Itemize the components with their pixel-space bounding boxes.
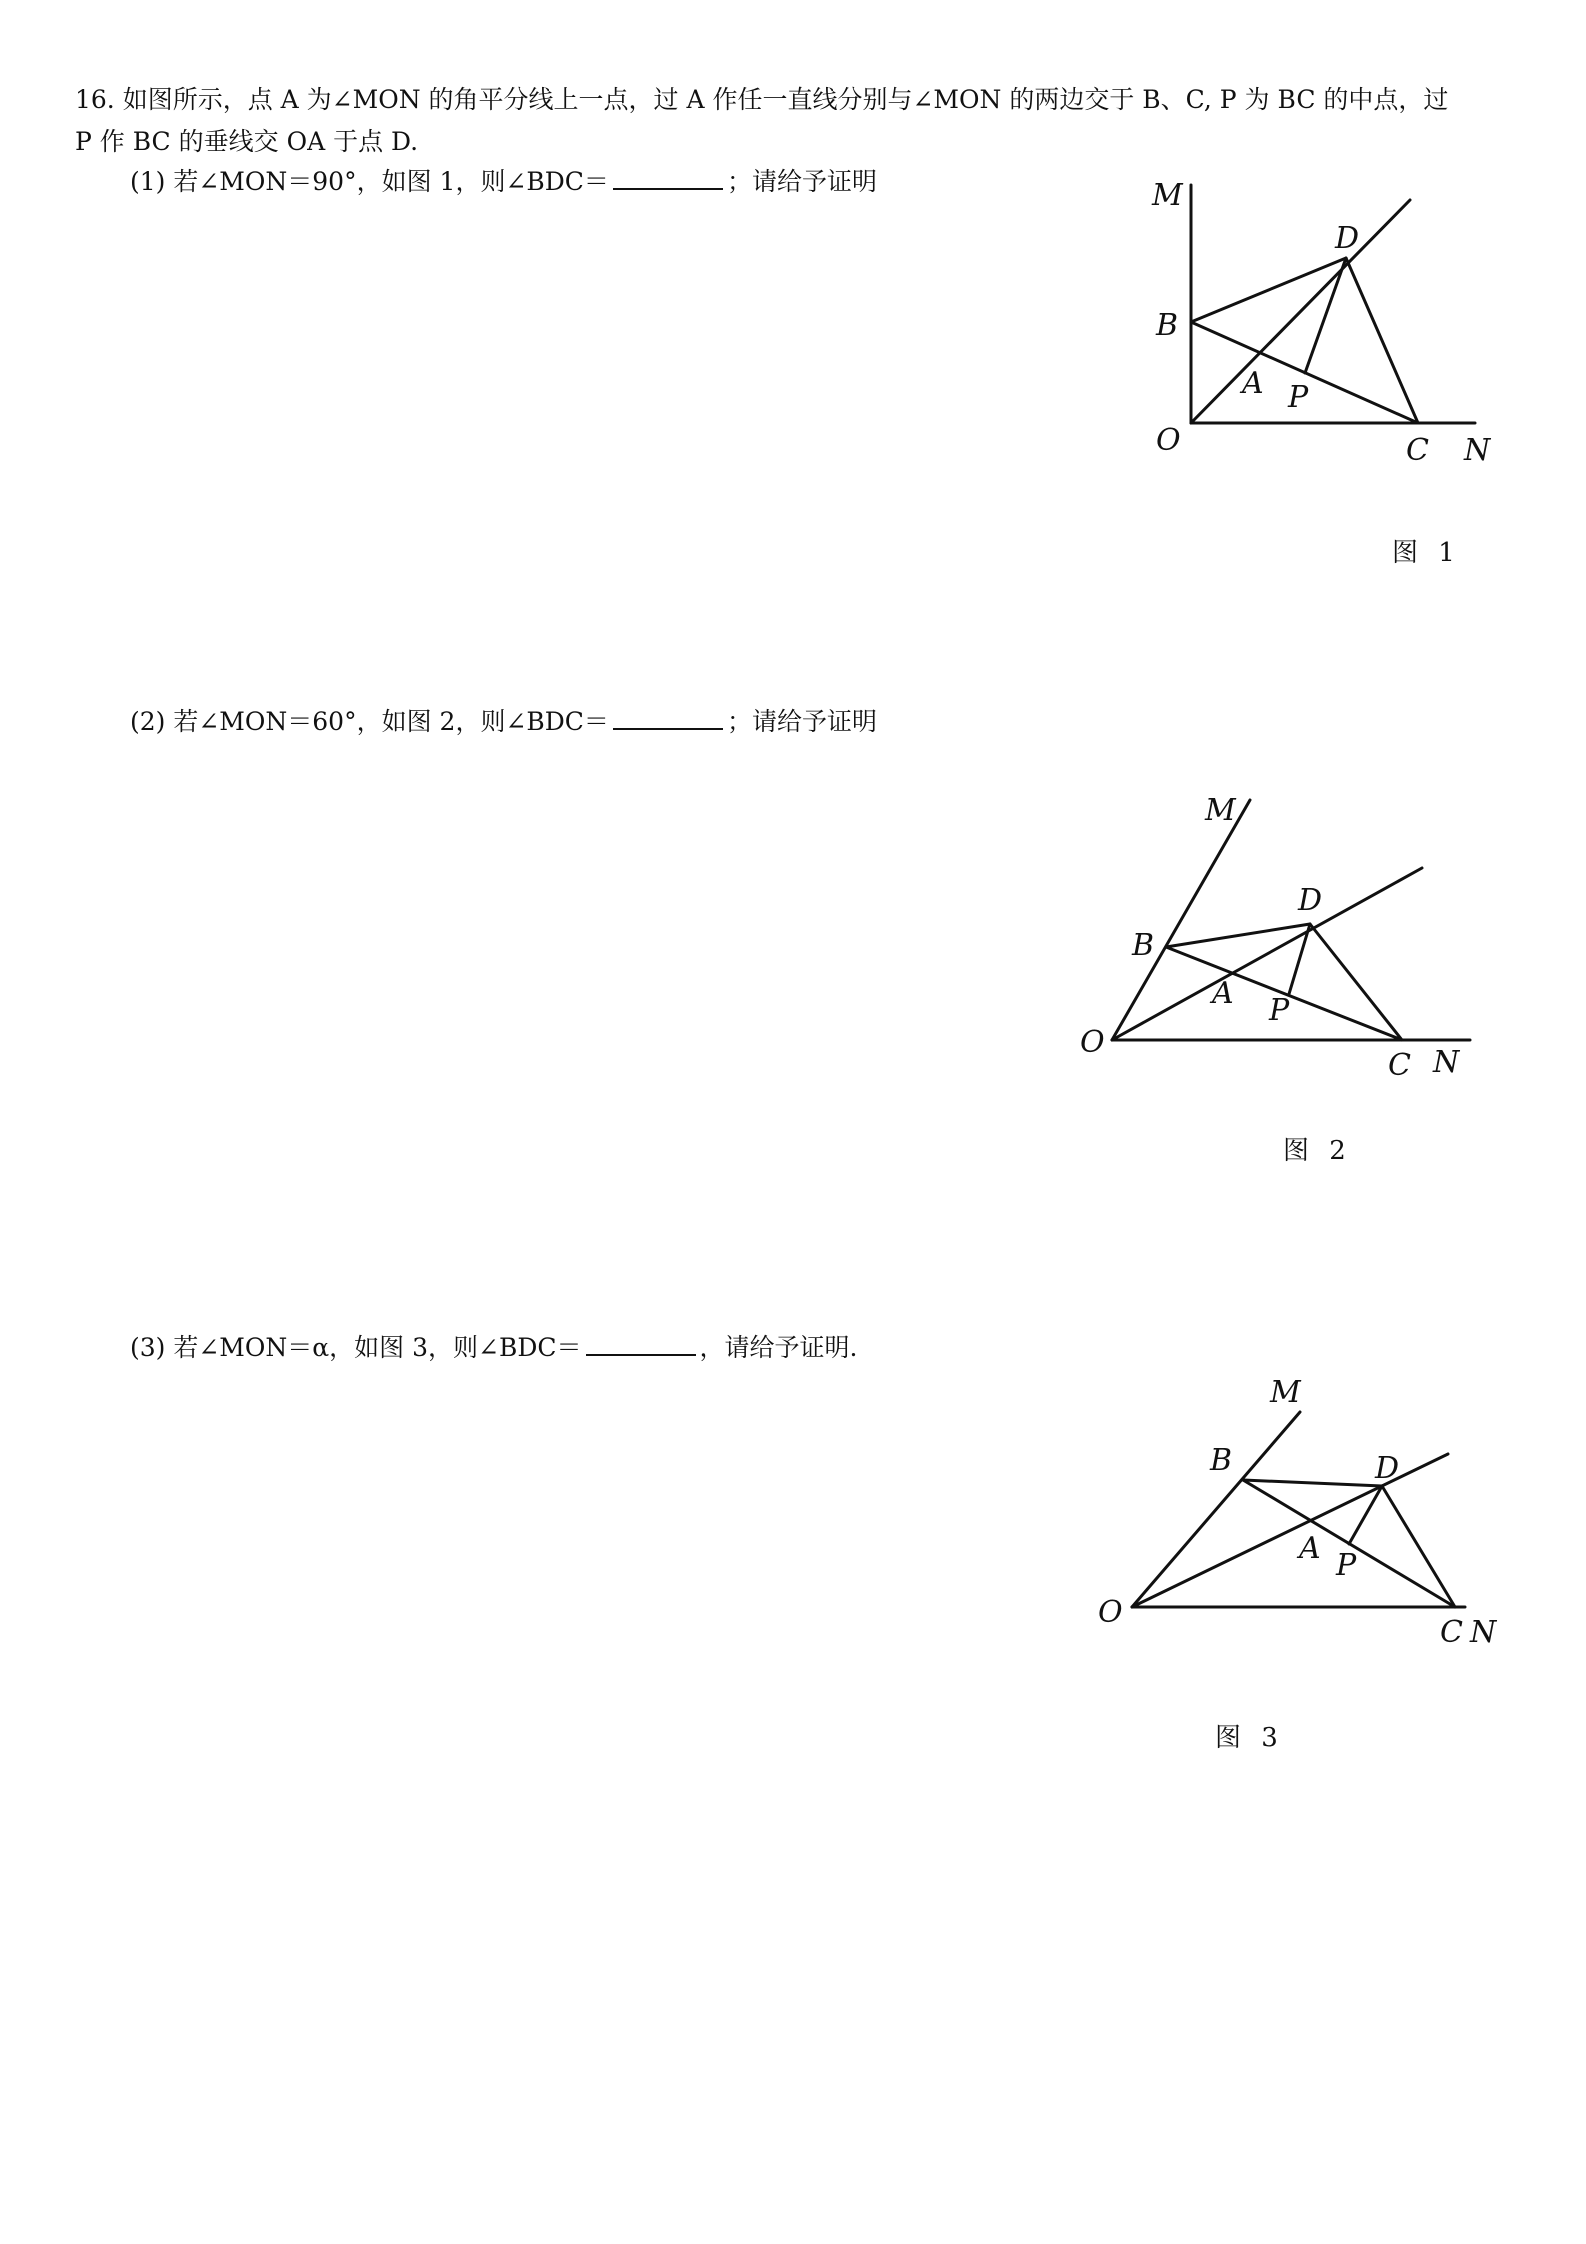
problem-line-1: 16. 如图所示，点 A 为∠MON 的角平分线上一点，过 A 作任一直线分别与∠MON 的两边交于 B、C, P 为 BC 的中点，过	[75, 85, 1449, 114]
figure-2-caption: 图 2	[1283, 1136, 1352, 1166]
part-3-answer-blank[interactable]	[586, 1328, 696, 1356]
label-b: B	[1132, 928, 1155, 963]
label-o: O	[1156, 423, 1181, 458]
label-a: A	[1212, 976, 1234, 1011]
part-2-question	[130, 700, 877, 744]
label-b: B	[1156, 308, 1179, 343]
label-n: N	[1433, 1045, 1460, 1080]
figure-2-diagram	[1080, 790, 1500, 1090]
label-m: M	[1152, 178, 1183, 213]
label-o: O	[1098, 1595, 1123, 1630]
label-a: A	[1242, 366, 1264, 401]
segment-dp	[1305, 258, 1346, 373]
part-3-prefix: (3) 若∠MON＝α，如图 3，则∠BDC＝	[130, 1333, 582, 1362]
segment-bd	[1243, 1480, 1382, 1486]
part-3-suffix: ，请给予证明.	[699, 1333, 858, 1362]
label-n: N	[1470, 1615, 1497, 1650]
label-m: M	[1270, 1375, 1301, 1410]
label-d: D	[1335, 221, 1360, 256]
label-p: P	[1288, 380, 1309, 415]
figure-2	[1080, 790, 1500, 1094]
figure-3-caption: 图 3	[1215, 1723, 1284, 1753]
part-3-question	[130, 1326, 857, 1370]
segment-dc	[1382, 1486, 1455, 1607]
problem-line-2: P 作 BC 的垂线交 OA 于点 D.	[75, 127, 419, 156]
label-b: B	[1210, 1443, 1233, 1478]
label-n: N	[1464, 433, 1491, 468]
part-2-suffix: ；请给予证明	[726, 707, 877, 736]
figure-1	[1130, 175, 1510, 479]
part-2-answer-blank[interactable]	[613, 702, 723, 730]
label-a: A	[1299, 1531, 1321, 1566]
figure-3	[1090, 1372, 1530, 1676]
figure-3-diagram	[1090, 1372, 1530, 1672]
label-c: C	[1406, 433, 1429, 468]
label-d: D	[1375, 1451, 1400, 1486]
segment-dc	[1346, 258, 1418, 423]
label-m: M	[1205, 793, 1236, 828]
ray-om	[1132, 1412, 1300, 1607]
label-d: D	[1298, 883, 1323, 918]
figure-1-caption: 图 1	[1392, 538, 1461, 568]
label-c: C	[1388, 1048, 1411, 1083]
bisector-oa	[1132, 1454, 1448, 1607]
part-1-suffix: ；请给予证明	[726, 167, 877, 196]
part-2-prefix: (2) 若∠MON＝60°，如图 2，则∠BDC＝	[130, 707, 609, 736]
label-p: P	[1336, 1548, 1357, 1583]
part-1-question	[130, 160, 877, 204]
bisector-oa	[1112, 868, 1422, 1040]
figure-1-diagram	[1130, 175, 1510, 475]
label-o: O	[1080, 1025, 1105, 1060]
part-1-prefix: (1) 若∠MON＝90°，如图 1，则∠BDC＝	[130, 167, 609, 196]
part-1-answer-blank[interactable]	[613, 162, 723, 190]
label-p: P	[1269, 993, 1290, 1028]
label-c: C	[1440, 1615, 1463, 1650]
